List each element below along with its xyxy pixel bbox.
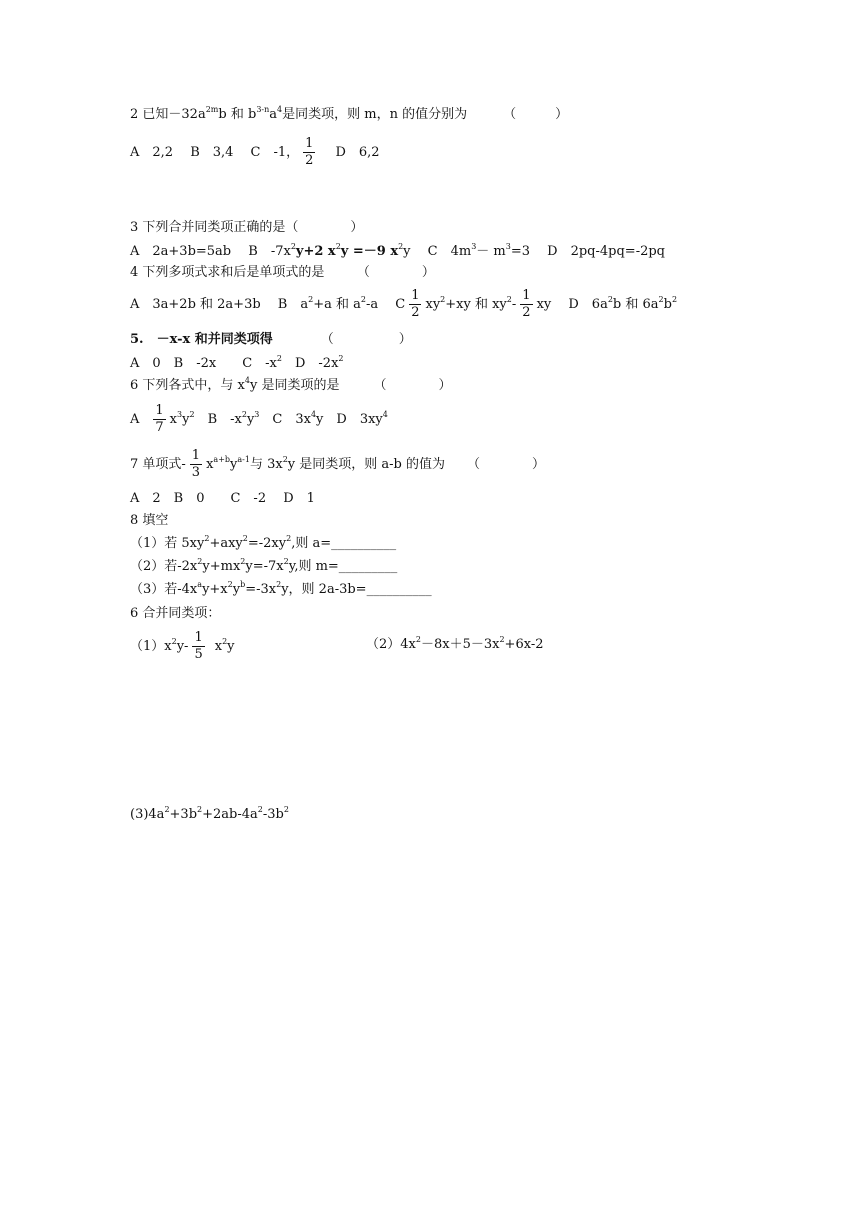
exp: 2 — [189, 410, 195, 419]
exp: 4 — [277, 105, 283, 114]
exp: 2 — [276, 354, 282, 363]
numerator: 1 — [191, 448, 201, 463]
option-text: A 2a+3b=5ab B -7x — [130, 244, 291, 259]
part-text: -3b — [262, 807, 284, 822]
option-text: y+2 x — [295, 244, 336, 259]
exp: 2 — [204, 534, 210, 543]
exp: 2 — [360, 295, 366, 304]
denominator: 7 — [155, 420, 164, 435]
item-text: ,则 a=__________ — [291, 536, 397, 551]
item-text: y=-7x — [245, 559, 284, 574]
numerator: 1 — [155, 403, 164, 418]
exp: 2 — [164, 805, 170, 814]
q7-stem — [130, 448, 545, 481]
exp: 2 — [283, 805, 289, 814]
exp: 3-n — [256, 105, 270, 114]
q9-part-1 — [130, 630, 235, 663]
exp: 4 — [382, 410, 388, 419]
exp: a-1 — [237, 455, 250, 464]
q5-stem — [130, 331, 412, 349]
numerator: 1 — [411, 288, 420, 303]
q2-stem — [130, 106, 568, 124]
exp: 2m — [205, 105, 219, 114]
option-text: - — [511, 297, 517, 312]
exp: 2 — [440, 295, 446, 304]
q2-options — [130, 136, 380, 169]
q8-item-1 — [130, 535, 396, 553]
exp: 2 — [257, 805, 263, 814]
part-text: y — [227, 639, 235, 654]
q5-options — [130, 355, 344, 373]
exp: 2 — [671, 295, 678, 304]
q2-text: 是同类项，则 m，n 的值分别为 — [282, 107, 468, 122]
option-text: y =－9 x — [340, 244, 399, 259]
q6-stem — [130, 377, 451, 395]
answer-paren: （ ） — [320, 332, 412, 347]
fraction — [192, 630, 204, 663]
exp: 2 — [499, 635, 505, 644]
exp: 2 — [241, 410, 247, 419]
item-text: y — [232, 582, 241, 597]
q7-options: A 2 B 0 C -2 D 1 — [130, 491, 315, 506]
option-text: C 3x — [259, 412, 311, 427]
q7-text: y 是同类项，则 a-b 的值为 — [287, 457, 445, 472]
q2-text: b 和 b — [218, 107, 257, 122]
exp: 2 — [276, 580, 282, 589]
q6-text: 6 下列各式中，与 x — [130, 378, 245, 393]
denominator: 2 — [411, 305, 420, 320]
item-text: +axy — [209, 536, 243, 551]
item-text: y+x — [202, 582, 228, 597]
item-text: （3）若-4x — [130, 582, 198, 597]
numerator: 1 — [522, 288, 531, 303]
q3-options — [130, 243, 665, 261]
q8-title: 8 填空 — [130, 513, 169, 528]
q9-title: 6 合并同类项： — [130, 606, 221, 621]
fraction — [153, 403, 165, 436]
option-text: -a C — [365, 297, 406, 312]
item-text: （1）若 5xy — [130, 536, 205, 551]
q7-text: 与 3x — [249, 457, 283, 472]
item-text: y，则 2a-3b=__________ — [281, 582, 432, 597]
exp: 2 — [290, 242, 296, 251]
part-text: (3)4a — [130, 807, 165, 822]
exp: a — [197, 580, 203, 589]
q8-item-2 — [130, 558, 397, 576]
exp: 2 — [415, 635, 421, 644]
option-text: +a 和 a — [313, 297, 361, 312]
exp: 3 — [177, 410, 183, 419]
exp: 2 — [398, 242, 404, 251]
exp: 2 — [282, 455, 288, 464]
part-text: y- — [176, 639, 189, 654]
numerator: 1 — [305, 136, 314, 151]
fraction — [190, 448, 202, 481]
exp: 2 — [658, 295, 664, 304]
item-text: （2）若-2x — [130, 559, 198, 574]
option-text: b 和 6a — [612, 297, 659, 312]
option-text: y — [182, 412, 190, 427]
q6-options — [130, 403, 388, 436]
answer-paren: （ ） — [373, 378, 452, 393]
exp: 2 — [240, 557, 246, 566]
answer-paren: （ ） — [503, 107, 569, 122]
exp: 2 — [338, 354, 344, 363]
part-text: +6x-2 — [504, 637, 544, 652]
q2-text: 2 已知－32a — [130, 107, 206, 122]
exp: 2 — [171, 637, 177, 646]
part-text: （2）4x — [366, 637, 416, 652]
exp: 2 — [335, 242, 341, 251]
q5-text: 5. －x-x 和并同类项得 — [130, 332, 273, 347]
q9-part-2 — [366, 636, 543, 654]
denominator: 5 — [194, 647, 203, 662]
exp: 2 — [607, 295, 613, 304]
part-text: －8x＋5－3x — [420, 637, 500, 652]
q7-text: y — [230, 457, 238, 472]
option-text: xy D 6a — [536, 297, 608, 312]
exp: 3 — [471, 242, 477, 251]
part-text: +2ab-4a — [202, 807, 258, 822]
fraction — [303, 136, 315, 169]
exp: 2 — [286, 534, 292, 543]
q2-text: a — [269, 107, 278, 122]
numerator: 1 — [194, 630, 203, 645]
option-text: A 0 B -2x C -x — [130, 356, 277, 371]
part-text: （1）x — [130, 639, 172, 654]
option-text: y D 3xy — [316, 412, 383, 427]
option-text: B -x — [194, 412, 242, 427]
exp: 2 — [242, 534, 248, 543]
option-text: =3 D 2pq-4pq=-2pq — [510, 244, 665, 259]
exp: 2 — [308, 295, 314, 304]
part-text: +3b — [169, 807, 198, 822]
q9-part-3 — [130, 806, 289, 824]
exp: 2 — [197, 557, 203, 566]
denominator: 2 — [305, 153, 314, 168]
q4-stem: 4 下列多项式求和后是单项式的是 （ ） — [130, 265, 435, 280]
exp: 4 — [310, 410, 317, 419]
option-text: － m — [476, 244, 506, 259]
denominator: 2 — [522, 305, 531, 320]
q4-options — [130, 288, 677, 321]
option-text: A 2,2 B 3,4 C -1， — [130, 145, 300, 160]
item-text: y+mx — [202, 559, 241, 574]
q8-item-3 — [130, 581, 432, 599]
fraction — [520, 288, 532, 321]
option-text: D 6,2 — [335, 145, 380, 160]
exp: 3 — [505, 242, 511, 251]
answer-paren: （ ） — [467, 457, 546, 472]
option-text: x — [169, 412, 178, 427]
q6-text: y 是同类项的是 — [249, 378, 340, 393]
item-text: y,则 m=_________ — [288, 559, 398, 574]
q7-text: 7 单项式- — [130, 457, 186, 472]
exp: 2 — [222, 637, 228, 646]
option-text: A 3a+2b 和 2a+3b B a — [130, 297, 309, 312]
option-text: y — [246, 412, 255, 427]
option-text: xy — [425, 297, 441, 312]
option-text: y C 4m — [403, 244, 472, 259]
option-text: +xy 和 xy — [445, 297, 507, 312]
exp: 2 — [227, 580, 233, 589]
q7-text: x — [206, 457, 214, 472]
exp: b — [240, 580, 246, 589]
exp: 3 — [254, 410, 260, 419]
exp: 2 — [506, 295, 512, 304]
denominator: 3 — [191, 465, 201, 480]
exp: a+b — [213, 455, 231, 464]
q3-stem: 3 下列合并同类项正确的是（ ） — [130, 220, 364, 235]
exp: 2 — [197, 805, 203, 814]
option-text: A — [130, 412, 140, 427]
part-text: x — [214, 639, 223, 654]
exp: 2 — [283, 557, 289, 566]
exp: 4 — [244, 376, 250, 385]
item-text: =-3x — [245, 582, 277, 597]
item-text: =-2xy — [247, 536, 287, 551]
fraction — [409, 288, 421, 321]
option-text: b — [663, 297, 672, 312]
option-text: D -2x — [281, 356, 339, 371]
